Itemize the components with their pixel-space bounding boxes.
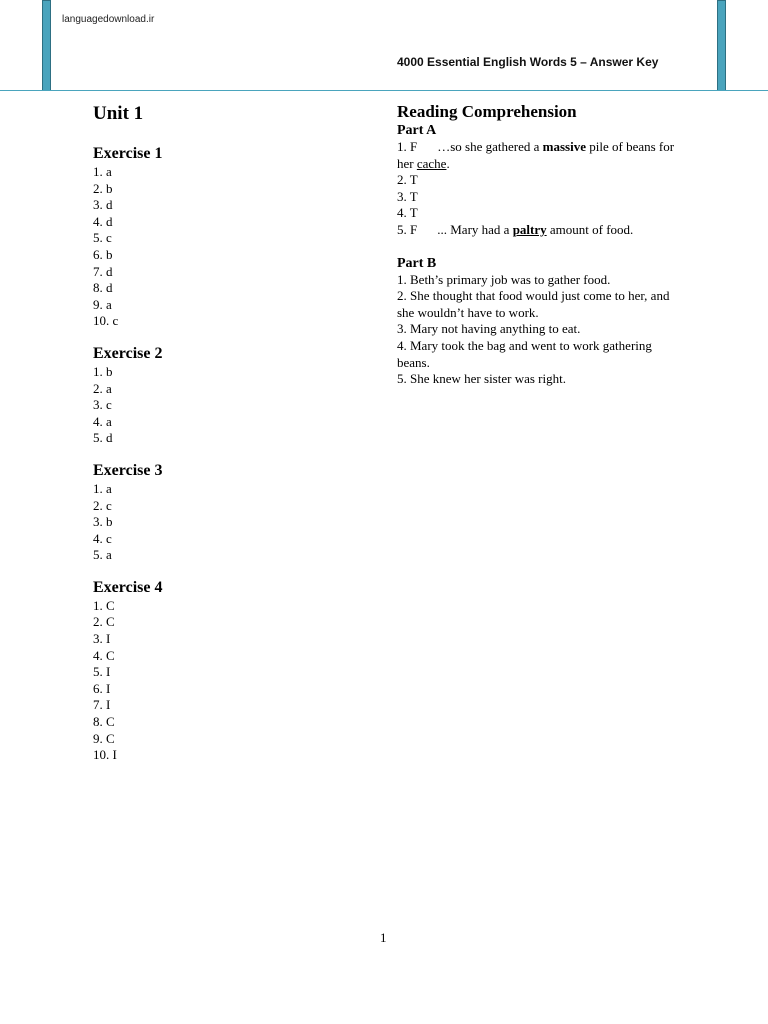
answer-item: 5. c (93, 230, 112, 246)
part-a-item-3: 3. T (397, 188, 418, 204)
answer-item: 6. b (93, 246, 113, 262)
answer-item: 3. c (93, 397, 112, 413)
part-a-title: Part A (397, 123, 437, 138)
part-a-item-5 (397, 222, 687, 239)
answer-item: 1. C (93, 597, 115, 613)
part-a-item-2: 2. T (397, 172, 418, 188)
header-divider (0, 90, 768, 91)
reading-column (397, 102, 687, 404)
part-b-item: 1. Beth’s primary job was to gather food. (397, 271, 611, 287)
answer-item: 1. a (93, 164, 112, 179)
answer-item: 2. C (93, 614, 115, 630)
answer-item: 5. a (93, 547, 112, 563)
answer-item: 3. d (93, 197, 113, 213)
part-b-item: 5. She knew her sister was right. (397, 371, 566, 387)
exercise-4-title: Exercise 4 (93, 578, 163, 596)
answer-item: 4. d (93, 213, 113, 229)
exercise-1-answers (93, 164, 353, 330)
reading-comprehension-title: Reading Comprehension (397, 102, 577, 121)
answer-item: 9. a (93, 296, 112, 312)
answer-item: 4. C (93, 647, 115, 663)
answer-item: 4. a (93, 413, 112, 429)
keyword-cache: cache (416, 155, 447, 171)
answer-label: 1. F (397, 139, 418, 154)
answer-item: 9. C (93, 730, 115, 746)
quote-text: ... Mary had a (437, 221, 513, 237)
part-a-item-1 (397, 139, 687, 172)
answer-item: 1. a (93, 480, 112, 496)
unit-title: Unit 1 (93, 103, 144, 124)
exercise-3-title: Exercise 3 (93, 461, 163, 479)
page-number: 1 (380, 930, 387, 945)
exercise-1-title: Exercise 1 (93, 145, 163, 162)
keyword-paltry: paltry (512, 221, 547, 237)
answer-item: 4. c (93, 530, 112, 546)
answer-item: 6. I (93, 680, 111, 696)
answer-item: 1. b (93, 363, 113, 379)
answer-item: 5. I (93, 664, 111, 680)
answer-item: 2. b (93, 180, 113, 196)
part-b-title: Part B (397, 255, 437, 271)
quote-text: …so she gathered a (437, 139, 543, 154)
header-accent-bar-right (717, 0, 726, 91)
answer-item: 8. C (93, 714, 115, 730)
quote-text: amount of food. (546, 221, 634, 237)
exercise-2-answers (93, 364, 353, 447)
answer-item: 2. c (93, 497, 112, 513)
quote-text: pile of beans for her (397, 139, 675, 171)
exercise-4-answers (93, 598, 353, 764)
answer-item: 7. d (93, 263, 113, 279)
part-b-item: 4. Mary took the bag and went to work gathering beans. (397, 337, 652, 370)
site-url: languagedownload.ir (62, 14, 155, 25)
answer-item: 7. I (93, 697, 111, 713)
part-a-answers (397, 139, 687, 239)
answer-item: 3. b (93, 514, 113, 530)
answer-item: 8. d (93, 280, 113, 296)
quote-text: . (446, 155, 450, 171)
answer-item: 5. d (93, 430, 113, 446)
document-title: 4000 Essential English Words 5 – Answer Key (397, 55, 659, 69)
answer-item: 2. a (93, 380, 112, 396)
answer-item: 10. c (93, 313, 119, 329)
answer-item: 3. I (93, 631, 111, 647)
exercise-3-answers (93, 481, 353, 564)
answer-item: 10. I (93, 747, 117, 763)
exercises-column (93, 102, 353, 778)
exercise-2-title: Exercise 2 (93, 344, 163, 362)
header-accent-bar-left (42, 0, 51, 91)
part-b-answers (397, 272, 687, 388)
answer-label: 5. F (397, 221, 418, 237)
part-b-item: 3. Mary not having anything to eat. (397, 321, 581, 337)
keyword-massive: massive (542, 139, 586, 154)
part-a-item-4: 4. T (397, 205, 418, 221)
part-b-item: 2. She thought that food would just come to her, and she wouldn’t have to work. (397, 288, 670, 320)
